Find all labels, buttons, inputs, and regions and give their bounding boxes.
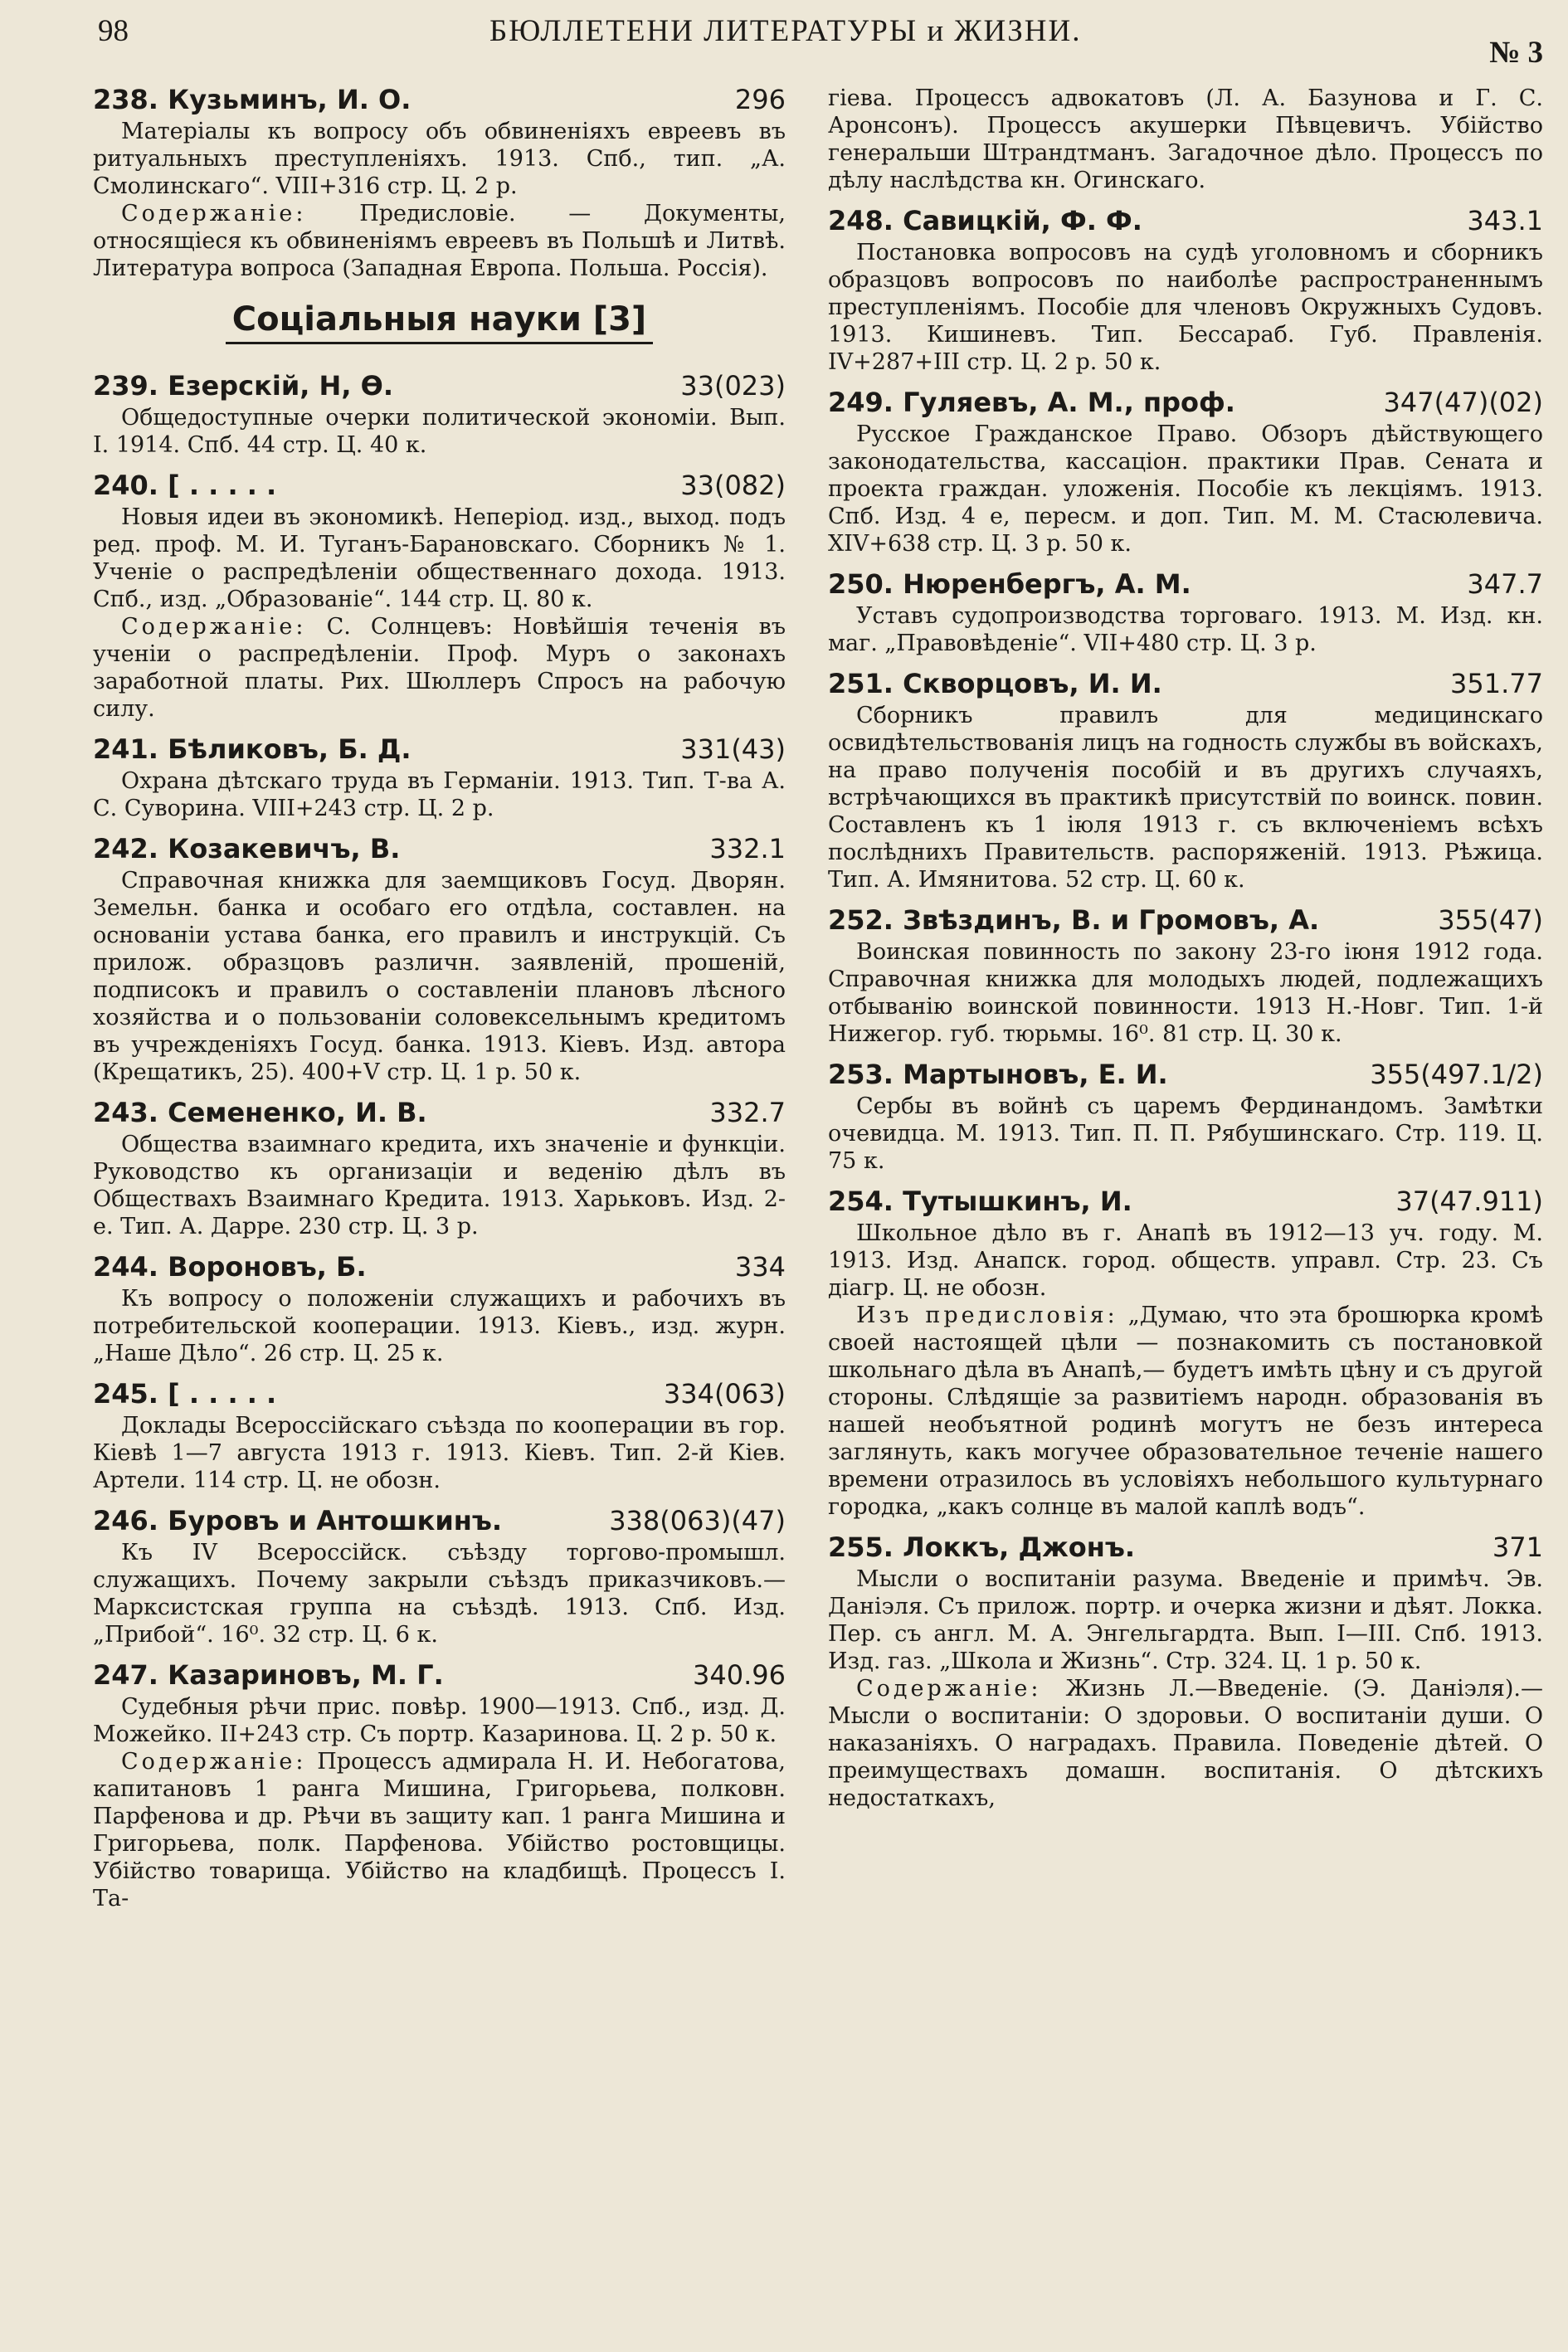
entry-contents-note (93, 613, 786, 723)
right-column (828, 83, 1543, 1822)
entry-author: [ . . . . . (168, 470, 277, 501)
left-column (93, 83, 786, 1922)
issue-number: № 3 (1489, 36, 1543, 70)
entry-author-line (93, 369, 393, 402)
entry-249 (828, 386, 1543, 558)
entry-classification: 355(497.1/2) (1370, 1059, 1543, 1090)
entry-classification: 296 (734, 84, 786, 115)
entry-number: 246. (93, 1505, 158, 1536)
contents-label: Содержаніе: (121, 201, 307, 226)
entry-252 (828, 903, 1543, 1048)
entry-number: 239. (93, 370, 158, 402)
entry-253 (828, 1058, 1543, 1175)
section-title: Соціальныя науки [3] (226, 300, 653, 344)
entry-author-line (828, 386, 1235, 419)
entry-author: Мартыновъ, Е. И. (903, 1059, 1168, 1090)
entry-number: 251. (828, 668, 894, 699)
entry-classification: 332.7 (709, 1097, 786, 1128)
entry-number: 249. (828, 387, 894, 418)
entry-246 (93, 1504, 786, 1648)
entry-heading (828, 1058, 1543, 1091)
contents-text: Предисловіе. — Документы, относящіеся къ обвиненіямъ евреевъ въ Польшѣ и Литвѣ. Литература вопроса (Западная Европа. Польша. Россія). (93, 201, 786, 281)
entry-author-line (828, 667, 1162, 700)
entry-heading (93, 1250, 786, 1283)
entry-description: Общедоступные очерки политической экономіи. Вып. I. 1914. Спб. 44 стр. Ц. 40 к. (93, 405, 786, 458)
entry-242 (93, 832, 786, 1086)
entry-description: Школьное дѣло въ г. Анапѣ въ 1912—13 уч. году. М. 1913. Изд. Анапск. город. обществ. управл. Стр. 23. Съ діагр. Ц. не обозн. (828, 1220, 1543, 1301)
entry-description: Уставъ судопроизводства торговаго. 1913. М. Изд. кн. маг. „Правовѣденіе“. VII+480 стр. Ц. 3 р. (828, 603, 1543, 656)
entry-254 (828, 1185, 1543, 1521)
entry-heading (93, 1377, 786, 1410)
entry-classification: 355(47) (1438, 904, 1543, 936)
entry-author: [ . . . . . (168, 1378, 277, 1410)
entry-heading (93, 1504, 786, 1537)
entry-description: Русское Гражданское Право. Обзоръ дѣйствующего законодательства, кассаціон. практики Прав. Сената и проекта граждан. уложенія. Пособіе къ лекціямъ. 1913. Спб. Изд. 4 е, пересм. и доп. Тип. М. М. Стасюлевича. XIV+638 стр. Ц. 3 р. 50 к. (828, 421, 1543, 557)
entry-classification: 334 (734, 1251, 786, 1283)
entry-classification: 371 (1492, 1531, 1543, 1563)
entry-author-line (828, 204, 1142, 237)
page-number: 98 (98, 14, 129, 48)
entry-number: 254. (828, 1186, 894, 1217)
entry-245 (93, 1377, 786, 1494)
entry-description: Воинская повинность по закону 23-го іюня 1912 года. Справочная книжка для молодыхъ людей, подлежащихъ отбыванію воинской повинности. 1913 Н.-Новг. Тип. 1-й Нижегор. губ. тюрьмы. 16⁰. 81 стр. Ц. 30 к. (828, 939, 1543, 1047)
entry-classification: 347.7 (1467, 568, 1543, 600)
entry-heading (93, 733, 786, 766)
entry-heading (828, 1185, 1543, 1218)
entry-preface-note (828, 1302, 1543, 1521)
entry-classification: 33(023) (680, 370, 786, 402)
entry-description: Справочная книжка для заемщиковъ Госуд. Дворян. Земельн. банка и особаго его отдѣла, составлен. на основаніи устава банка, его правилъ и инструкцій. Съ прилож. образцовъ различн. заявленій, прошеній, подписокъ и правилъ о составленіи плановъ лѣсного хозяйства и о пользованіи соловексельнымъ кредитомъ въ учрежденіяхъ Госуд. банка. 1913. Кіевъ. Изд. автора (Крещатикъ, 25). 400+V стр. Ц. 1 р. 50 к. (93, 868, 786, 1085)
entry-heading (828, 903, 1543, 937)
entry-classification: 347(47)(02) (1383, 387, 1543, 418)
entry-heading (828, 1531, 1543, 1564)
entry-author: Гуляевъ, А. М., проф. (903, 387, 1235, 418)
entry-heading (828, 204, 1543, 237)
entry-author: Звѣздинъ, В. и Громовъ, А. (903, 904, 1320, 936)
entry-classification: 343.1 (1467, 205, 1543, 236)
entry-author-line (93, 1504, 502, 1537)
entry-author: Козакевичъ, В. (168, 833, 401, 864)
entry-247 (93, 1658, 786, 1912)
entry-number: 241. (93, 733, 158, 765)
preface-text: „Думаю, что эта брошюрка кромѣ своей настоящей цѣли — познакомить съ постановкой школьнаго дѣла въ Анапѣ,— будетъ имѣть цѣну и съ другой стороны. Слѣдящіе за развитіемъ народн. образованія въ нашей необъятной родинѣ могутъ не безъ интереса заглянуть, какъ могучее образовательное теченіе нашего времени отразилось въ условіяхъ небольшого культурнаго городка, „какъ солнце въ малой каплѣ водъ“. (828, 1303, 1544, 1520)
entry-description: Сборникъ правилъ для медицинскаго освидѣтельствованія лицъ на годность службы въ войскахъ, на право полученія пособій и въ другихъ случаяхъ, встрѣчающихся въ практикѣ присутствій по воинск. повин. Составленъ къ 1 іюля 1913 г. съ включеніемъ всѣхъ послѣднихъ Правительств. распоряженій. 1913. Рѣжица. Тип. А. Имянитова. 52 стр. Ц. 60 к. (828, 703, 1543, 893)
entry-description: Охрана дѣтскаго труда въ Германіи. 1913. Тип. Т-ва А. С. Суворина. VIII+243 стр. Ц. 2 р. (93, 768, 786, 821)
entry-contents-note (93, 1748, 786, 1912)
entry-author: Буровъ и Антошкинъ. (168, 1505, 503, 1536)
entry-238 (93, 83, 786, 282)
entry-description: Сербы въ войнѣ съ царемъ Фердинандомъ. Замѣтки очевидца. М. 1913. Тип. П. П. Рябушинскаго. Стр. 119. Ц. 75 к. (828, 1093, 1543, 1174)
entry-number: 243. (93, 1097, 158, 1128)
entry-author-line (93, 832, 400, 865)
entry-255 (828, 1531, 1543, 1812)
entry-author: Кузьминъ, И. О. (168, 84, 411, 115)
entry-heading (93, 1096, 786, 1129)
entry-number: 244. (93, 1251, 158, 1283)
journal-title: БЮЛЛЕТЕНИ ЛИТЕРАТУРЫ и ЖИЗНИ. (489, 14, 1082, 48)
entry-244 (93, 1250, 786, 1367)
entry-number: 245. (93, 1378, 158, 1410)
entry-author-line (93, 1250, 367, 1283)
entry-251 (828, 667, 1543, 894)
entry-number: 242. (93, 833, 158, 864)
entry-author-line (93, 469, 276, 502)
entry-author-line (93, 83, 411, 116)
running-header (91, 13, 1543, 70)
contents-label: Содержаніе: (121, 1749, 307, 1775)
entry-heading (93, 469, 786, 502)
entry-author: Тутышкинъ, И. (903, 1186, 1132, 1217)
section-heading (93, 300, 786, 344)
entry-author: Савицкій, Ф. Ф. (903, 205, 1142, 236)
entry-number: 252. (828, 904, 894, 936)
entry-classification: 33(082) (680, 470, 786, 501)
entry-243 (93, 1096, 786, 1240)
entry-248 (828, 204, 1543, 376)
entry-author: Вороновъ, Б. (168, 1251, 367, 1283)
entry-classification: 334(063) (663, 1378, 786, 1410)
entry-number: 253. (828, 1059, 894, 1090)
contents-text: Жизнь Л.—Введеніе. (Э. Даніэля).—Мысли о воспитаніи: О здоровьи. О воспитаніи души. О наказаніяхъ. О наградахъ. Правила. Поведеніе дѣтей. О преимуществахъ домашн. воспитанія. О дѣтскихъ недостаткахъ, (828, 1676, 1543, 1811)
entry-description: Къ вопросу о положеніи служащихъ и рабочихъ въ потребительской кооперации. 1913. Кіевъ., изд. журн. „Наше Дѣло“. 26 стр. Ц. 25 к. (93, 1286, 786, 1366)
entry-heading (828, 567, 1543, 601)
entry-author-line (93, 1377, 276, 1410)
preface-label: Изъ предисловія: (856, 1303, 1118, 1328)
entry-description: Общества взаимнаго кредита, ихъ значеніе и функціи. Руководство къ организаціи и веденію дѣлъ въ Обществахъ Взаимнаго Кредита. 1913. Харьковъ. Изд. 2-е. Тип. А. Дарре. 230 стр. Ц. 3 р. (93, 1132, 786, 1239)
entry-author: Езерскій, Н, Ѳ. (168, 370, 393, 402)
entry-author: Локкъ, Джонъ. (903, 1531, 1136, 1563)
entry-heading (93, 1658, 786, 1692)
entry-number: 250. (828, 568, 894, 600)
entry-description: Матеріалы къ вопросу объ обвиненіяхъ евреевъ въ ритуальныхъ преступленіяхъ. 1913. Спб., тип. „А. Смолинскаго“. VIII+316 стр. Ц. 2 р. (93, 119, 786, 199)
entry-classification: 332.1 (709, 833, 786, 864)
entry-author-line (828, 903, 1319, 937)
entry-heading (93, 832, 786, 865)
entry-number: 247. (93, 1659, 158, 1691)
entry-author-line (93, 733, 411, 766)
entry-classification: 351.77 (1450, 668, 1543, 699)
entry-number: 238. (93, 84, 158, 115)
entry-contents-note (828, 1675, 1543, 1812)
entry-description: Доклады Всероссійскаго съѣзда по кооперации въ гор. Кіевѣ 1—7 августа 1913 г. 1913. Кіевъ. Тип. 2-й Кіев. Артели. 114 стр. Ц. не обозн. (93, 1413, 786, 1493)
entry-241 (93, 733, 786, 822)
contents-label: Содержаніе: (856, 1676, 1042, 1702)
entry-author-line (828, 1531, 1135, 1564)
contents-label: Содержаніе: (121, 614, 307, 640)
entry-author: Казариновъ, М. Г. (168, 1659, 444, 1691)
entry-classification: 338(063)(47) (609, 1505, 786, 1536)
entry-author: Скворцовъ, И. И. (903, 668, 1162, 699)
entry-heading (828, 386, 1543, 419)
entry-classification: 331(43) (680, 733, 786, 765)
entry-250 (828, 567, 1543, 657)
entry-author-line (93, 1096, 427, 1129)
entry-heading (828, 667, 1543, 700)
entry-239 (93, 369, 786, 459)
entry-number: 255. (828, 1531, 894, 1563)
entry-description: Къ IV Всероссійск. съѣзду торгово-промышл. служащихъ. Почему закрыли съѣздъ приказчиковъ.—Марксистская группа на съѣздѣ. 1913. Спб. Изд. „Прибой“. 16⁰. 32 стр. Ц. 6 к. (93, 1540, 786, 1648)
entry-247-continuation: гіева. Процессъ адвокатовъ (Л. А. Базунова и Г. С. Аронсонъ). Процессъ акушерки Пѣвцевичъ. Убійство генеральши Штрандтманъ. Загадочное дѣло. Процессъ по дѣлу наслѣдства кн. Огинскаго. (828, 85, 1543, 193)
contents-text: Процессъ адмирала Н. И. Небогатова, капитановъ 1 ранга Мишина, Григорьева, полковн. Парфенова и др. Рѣчи въ защиту кап. 1 ранга Мишина и Григорьева, полк. Парфенова. Убійство ростовщицы. Убійство товарища. Убійство на кладбищѣ. Процессъ І. Та- (93, 1749, 786, 1911)
entry-author: Семененко, И. В. (168, 1097, 427, 1128)
entry-number: 248. (828, 205, 894, 236)
entry-author-line (828, 567, 1191, 601)
contents-text: С. Солнцевъ: Новѣйшія теченія въ ученіи о распредѣленіи. Проф. Муръ о законахъ заработной платы. Рих. Шюллеръ Спросъ на рабочую силу. (93, 614, 786, 722)
entry-author-line (828, 1185, 1132, 1218)
entry-description: Постановка вопросовъ на судѣ уголовномъ и сборникъ образцовъ вопросовъ по наиболѣе распространеннымъ преступленіямъ. Пособіе для членовъ Окружныхъ Судовъ. 1913. Кишиневъ. Тип. Бессараб. Губ. Правленія. IV+287+III стр. Ц. 2 р. 50 к. (828, 240, 1543, 375)
entry-classification: 37(47.911) (1395, 1186, 1543, 1217)
entry-classification: 340.96 (693, 1659, 786, 1691)
entry-author-line (828, 1058, 1168, 1091)
entry-240 (93, 469, 786, 723)
entry-contents-note (93, 200, 786, 282)
entry-description: Судебныя рѣчи прис. повѣр. 1900—1913. Спб., изд. Д. Можейко. II+243 стр. Съ портр. Казаринова. Ц. 2 р. 50 к. (93, 1694, 786, 1747)
entry-heading (93, 369, 786, 402)
entry-description: Новыя идеи въ экономикѣ. Непеpioд. изд., выход. подъ ред. проф. М. И. Туганъ-Барановскаго. Сборникъ № 1. Ученіе о распредѣленіи общественнаго дохода. 1913. Спб., изд. „Образованіе“. 144 стр. Ц. 80 к. (93, 504, 786, 612)
entry-heading (93, 83, 786, 116)
entry-author-line (93, 1658, 444, 1692)
entry-description: Мысли о воспитаніи разума. Введеніе и примѣч. Эв. Даніэля. Съ прилож. портр. и очерка жизни и дѣят. Локка. Пер. съ англ. М. А. Энгельгардта. Вып. I—III. Спб. 1913. Изд. газ. „Школа и Жизнь“. Стр. 324. Ц. 1 р. 50 к. (828, 1566, 1543, 1674)
entry-author: Нюренбергъ, А. М. (903, 568, 1191, 600)
entry-author: Бѣликовъ, Б. Д. (168, 733, 411, 765)
entry-number: 240. (93, 470, 158, 501)
